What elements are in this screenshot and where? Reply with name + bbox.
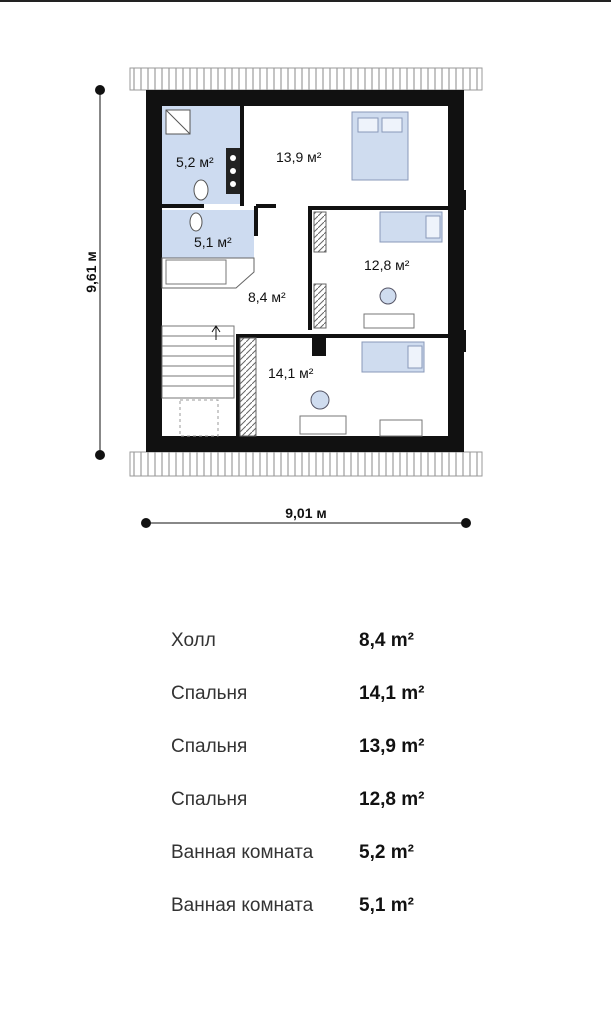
legend-room-area: 8,4 m² bbox=[359, 630, 414, 651]
legend-room-area: 5,1 m² bbox=[359, 895, 414, 916]
room-area-bed-3: 14,1 м² bbox=[268, 365, 314, 381]
legend-row bbox=[171, 775, 501, 828]
dimension-endpoint bbox=[461, 518, 471, 528]
height-dimension-label: 9,61 м bbox=[83, 251, 99, 293]
legend-room-name: Спальня bbox=[171, 736, 248, 757]
dimension-endpoint bbox=[95, 450, 105, 460]
legend-room-name: Спальня bbox=[171, 789, 248, 810]
room-area-bath-2: 5,1 м² bbox=[194, 234, 232, 250]
legend-row bbox=[171, 881, 501, 934]
legend-row bbox=[171, 828, 501, 881]
legend-room-area: 5,2 m² bbox=[359, 842, 414, 863]
width-dimension bbox=[141, 505, 471, 528]
legend-room-area: 14,1 m² bbox=[359, 683, 425, 704]
room-area-bed-1: 13,9 м² bbox=[276, 149, 322, 165]
legend-room-area: 13,9 m² bbox=[359, 736, 425, 757]
legend-row bbox=[171, 669, 501, 722]
legend-row bbox=[171, 722, 501, 775]
room-area-legend bbox=[171, 616, 501, 934]
legend-room-area: 12,8 m² bbox=[359, 789, 425, 810]
legend-room-name: Ванная комната bbox=[171, 842, 314, 863]
room-area-bath-1: 5,2 м² bbox=[176, 154, 214, 170]
dimension-endpoint bbox=[95, 85, 105, 95]
width-dimension-label: 9,01 м bbox=[285, 505, 327, 521]
legend-row bbox=[171, 616, 501, 669]
height-dimension bbox=[83, 85, 105, 460]
dimension-endpoint bbox=[141, 518, 151, 528]
room-area-hall: 8,4 м² bbox=[248, 289, 286, 305]
legend-room-name: Ванная комната bbox=[171, 895, 314, 916]
room-area-bed-2: 12,8 м² bbox=[364, 257, 410, 273]
legend-room-name: Холл bbox=[171, 630, 216, 651]
legend-room-name: Спальня bbox=[171, 683, 248, 704]
